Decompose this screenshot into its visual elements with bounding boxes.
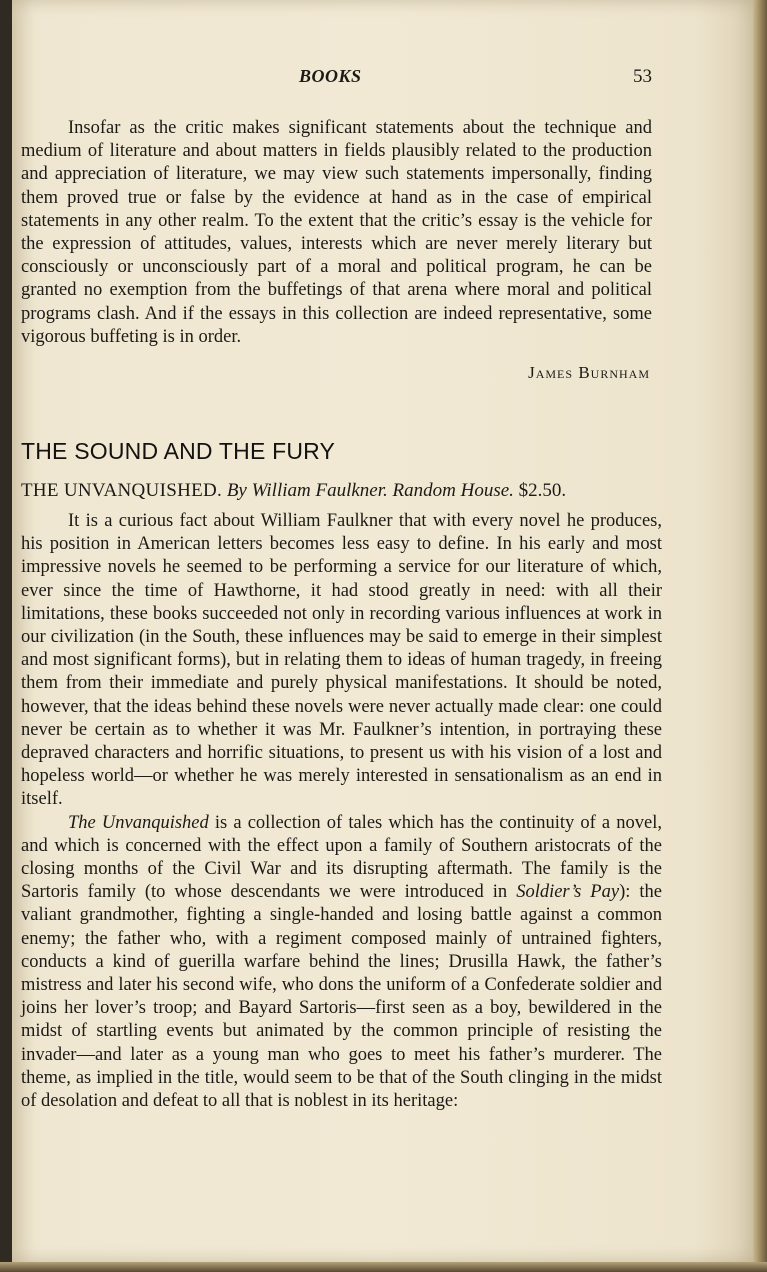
book-title-reference: The Unvanquished [68, 812, 209, 833]
book-publisher: Random House. [392, 480, 514, 501]
previous-review-paragraph: Insofar as the critic makes significant statements about the technique and medium of literature and about matters in fields plausibly related to the production and appreciation of literature, we may view such statements impersonally, finding them proved true or false by the evidence at hand as in the case of empirical statements in any other realm. To the extent that the critic’s essay is the vehicle for the expression of attitudes, values, interests which are never merely literary but consciously or unconsciously part of a moral and political program, he can be granted no exemption from the buffetings of that arena where moral and political programs clash. And if the essays in this collection are indeed representative, some vigorous buffeting is in order. [21, 118, 652, 347]
soldiers-pay-reference: Soldier’s Pay [516, 882, 620, 903]
page-edge-right [753, 0, 767, 1272]
review-paragraph-2-part-b: ): the valiant grandmother, fighting a single-handed and losing battle against a common enemy; the father who, with a regiment composed mainly of untrained fighters, conducts a kind of guerilla warfare behind the lines; Drusilla Hawk, the father’s mistress and later his second wife, who dons the uniform of a Confederate soldier and joins her lover’s troop; and Bayard Sartoris—first seen as a boy, bewildered in the midst of startling events but animated by the common principle of resisting the invader—and later as a young man who goes to meet his father’s murderer. The theme, as implied in the title, would seem to be that of the South clinging in the midst of desolation and defeat to all that is noblest in its heritage: [21, 882, 662, 1112]
reviewer-signature: James Burnham [528, 363, 650, 382]
section-title: THE SOUND AND THE FURY [21, 438, 336, 464]
book-title: THE UNVANQUISHED. [21, 480, 223, 501]
review-paragraph-2-part-a: is a collection of tales which has the continuity of a novel, and which is concerned with the effect upon a family of Southern aristocrats of the closing months of the Civil War and its disrupting aftermath. The family is the Sartoris family (to whose descendants we were introduced in [21, 812, 662, 903]
book-price: $2.50. [518, 480, 567, 501]
running-head-title: BOOKS [299, 66, 362, 86]
book-byline: By William Faulkner. [226, 480, 388, 501]
page-number: 53 [633, 66, 652, 87]
book-citation [21, 480, 566, 502]
running-head [21, 66, 662, 92]
review-paragraph-1: It is a curious fact about William Faulkner that with every novel he produces, his position in American letters becomes less easy to define. In his early and most impressive novels he seemed to be performing a service for our literature of which, ever since the time of Hawthorne, it had stood greatly in need: with all their limitations, these books succeeded not only in recording various influences at work in our civilization (in the South, these influences may be said to emerge in their simplest and most significant forms), but in relating them to ideas of human tragedy, in freeing them from their immediate and purely physical manifestations. It should be noted, however, that the ideas behind these novels were never actually made clear: one could never be certain as to whether it was Mr. Faulkner’s intention, in portraying these depraved characters and horrific situations, to present us with his vision of a lost and hopeless world—or whether he was merely interested in sensationalism as an end in itself. [21, 511, 662, 810]
page-edge-bottom [0, 1262, 767, 1272]
review-paragraph-2 [21, 812, 662, 1114]
review-body [21, 510, 662, 1113]
